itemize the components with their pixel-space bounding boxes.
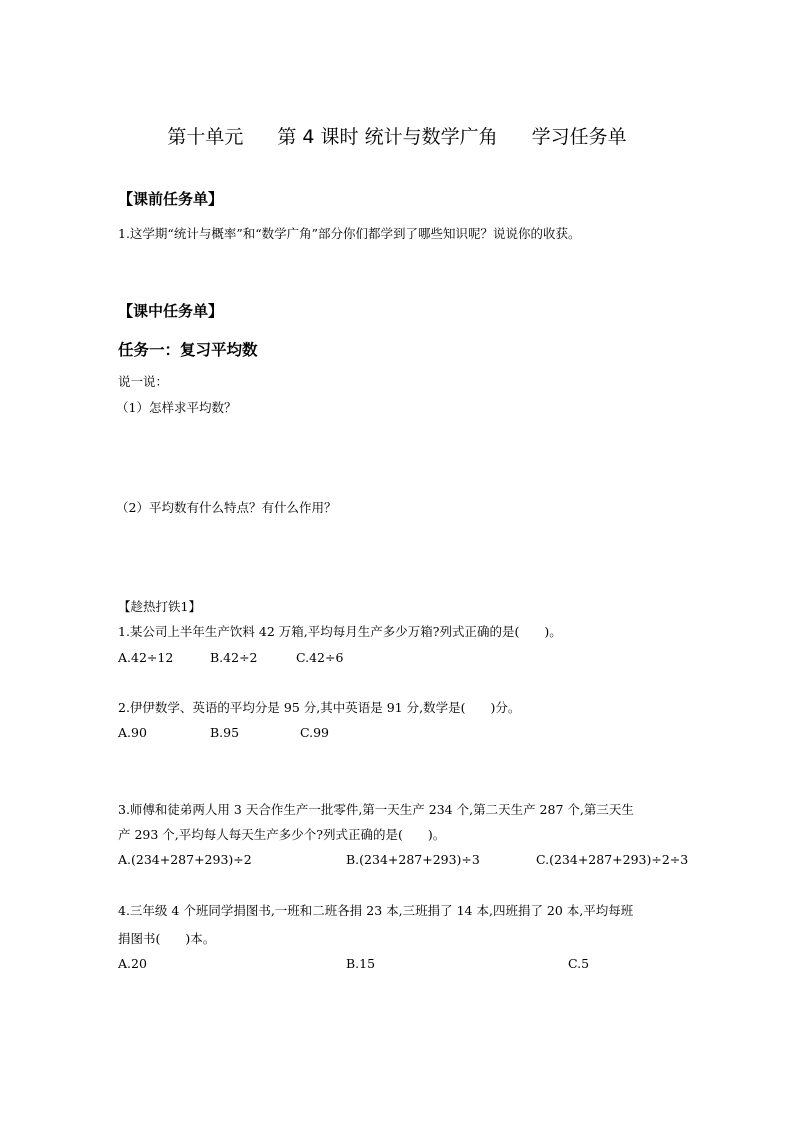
page-title <box>0 122 794 149</box>
say-label: 说一说： <box>118 374 169 389</box>
title-unit: 第十单元 <box>167 126 244 148</box>
option-1a: A.42÷12 <box>118 650 174 665</box>
practice-question-4-line-2: 捐图书( )本。 <box>118 931 216 946</box>
in-class-question-1: （1）怎样求平均数？ <box>116 400 237 415</box>
practice-question-4-line-1: 4.三年级 4 个班同学捐图书,一班和二班各捐 23 本,三班捐了 14 本,四班捐了 20 本,平均每班 <box>118 903 634 918</box>
task1-title: 任务一：复习平均数 <box>118 341 258 359</box>
practice-question-3-line-2: 产 293 个,平均每人每天生产多少个?列式正确的是( )。 <box>118 827 446 842</box>
option-1c: C.42÷6 <box>296 650 344 665</box>
in-class-question-2: （2）平均数有什么特点？有什么作用？ <box>116 500 337 515</box>
option-2a: A.90 <box>118 725 147 740</box>
title-sheet: 学习任务单 <box>531 126 627 148</box>
option-4a: A.20 <box>118 956 147 971</box>
option-4b: B.15 <box>346 956 376 971</box>
practice-header: 【趁热打铁1】 <box>118 599 201 614</box>
option-3a: A.(234+287+293)÷2 <box>118 852 252 867</box>
in-class-header: 【课中任务单】 <box>118 302 224 320</box>
option-2c: C.99 <box>300 725 329 740</box>
title-lesson: 第 4 课时 统计与数学广角 <box>277 126 498 148</box>
pre-class-question-1: 1.这学期“统计与概率”和“数学广角”部分你们都学到了哪些知识呢？说说你的收获。 <box>118 226 581 241</box>
option-2b: B.95 <box>210 725 240 740</box>
practice-question-1: 1.某公司上半年生产饮料 42 万箱,平均每月生产多少万箱?列式正确的是( )。 <box>118 624 562 639</box>
pre-class-header: 【课前任务单】 <box>118 190 224 208</box>
option-1b: B.42÷2 <box>210 650 258 665</box>
option-3c: C.(234+287+293)÷2÷3 <box>536 852 689 867</box>
practice-question-3-line-1: 3.师傅和徒弟两人用 3 天合作生产一批零件,第一天生产 234 个,第二天生产 287 个,第三天生 <box>118 802 634 817</box>
option-4c: C.5 <box>568 956 590 971</box>
practice-question-2: 2.伊伊数学、英语的平均分是 95 分,其中英语是 91 分,数学是( )分。 <box>118 700 521 715</box>
option-3b: B.(234+287+293)÷3 <box>346 852 480 867</box>
